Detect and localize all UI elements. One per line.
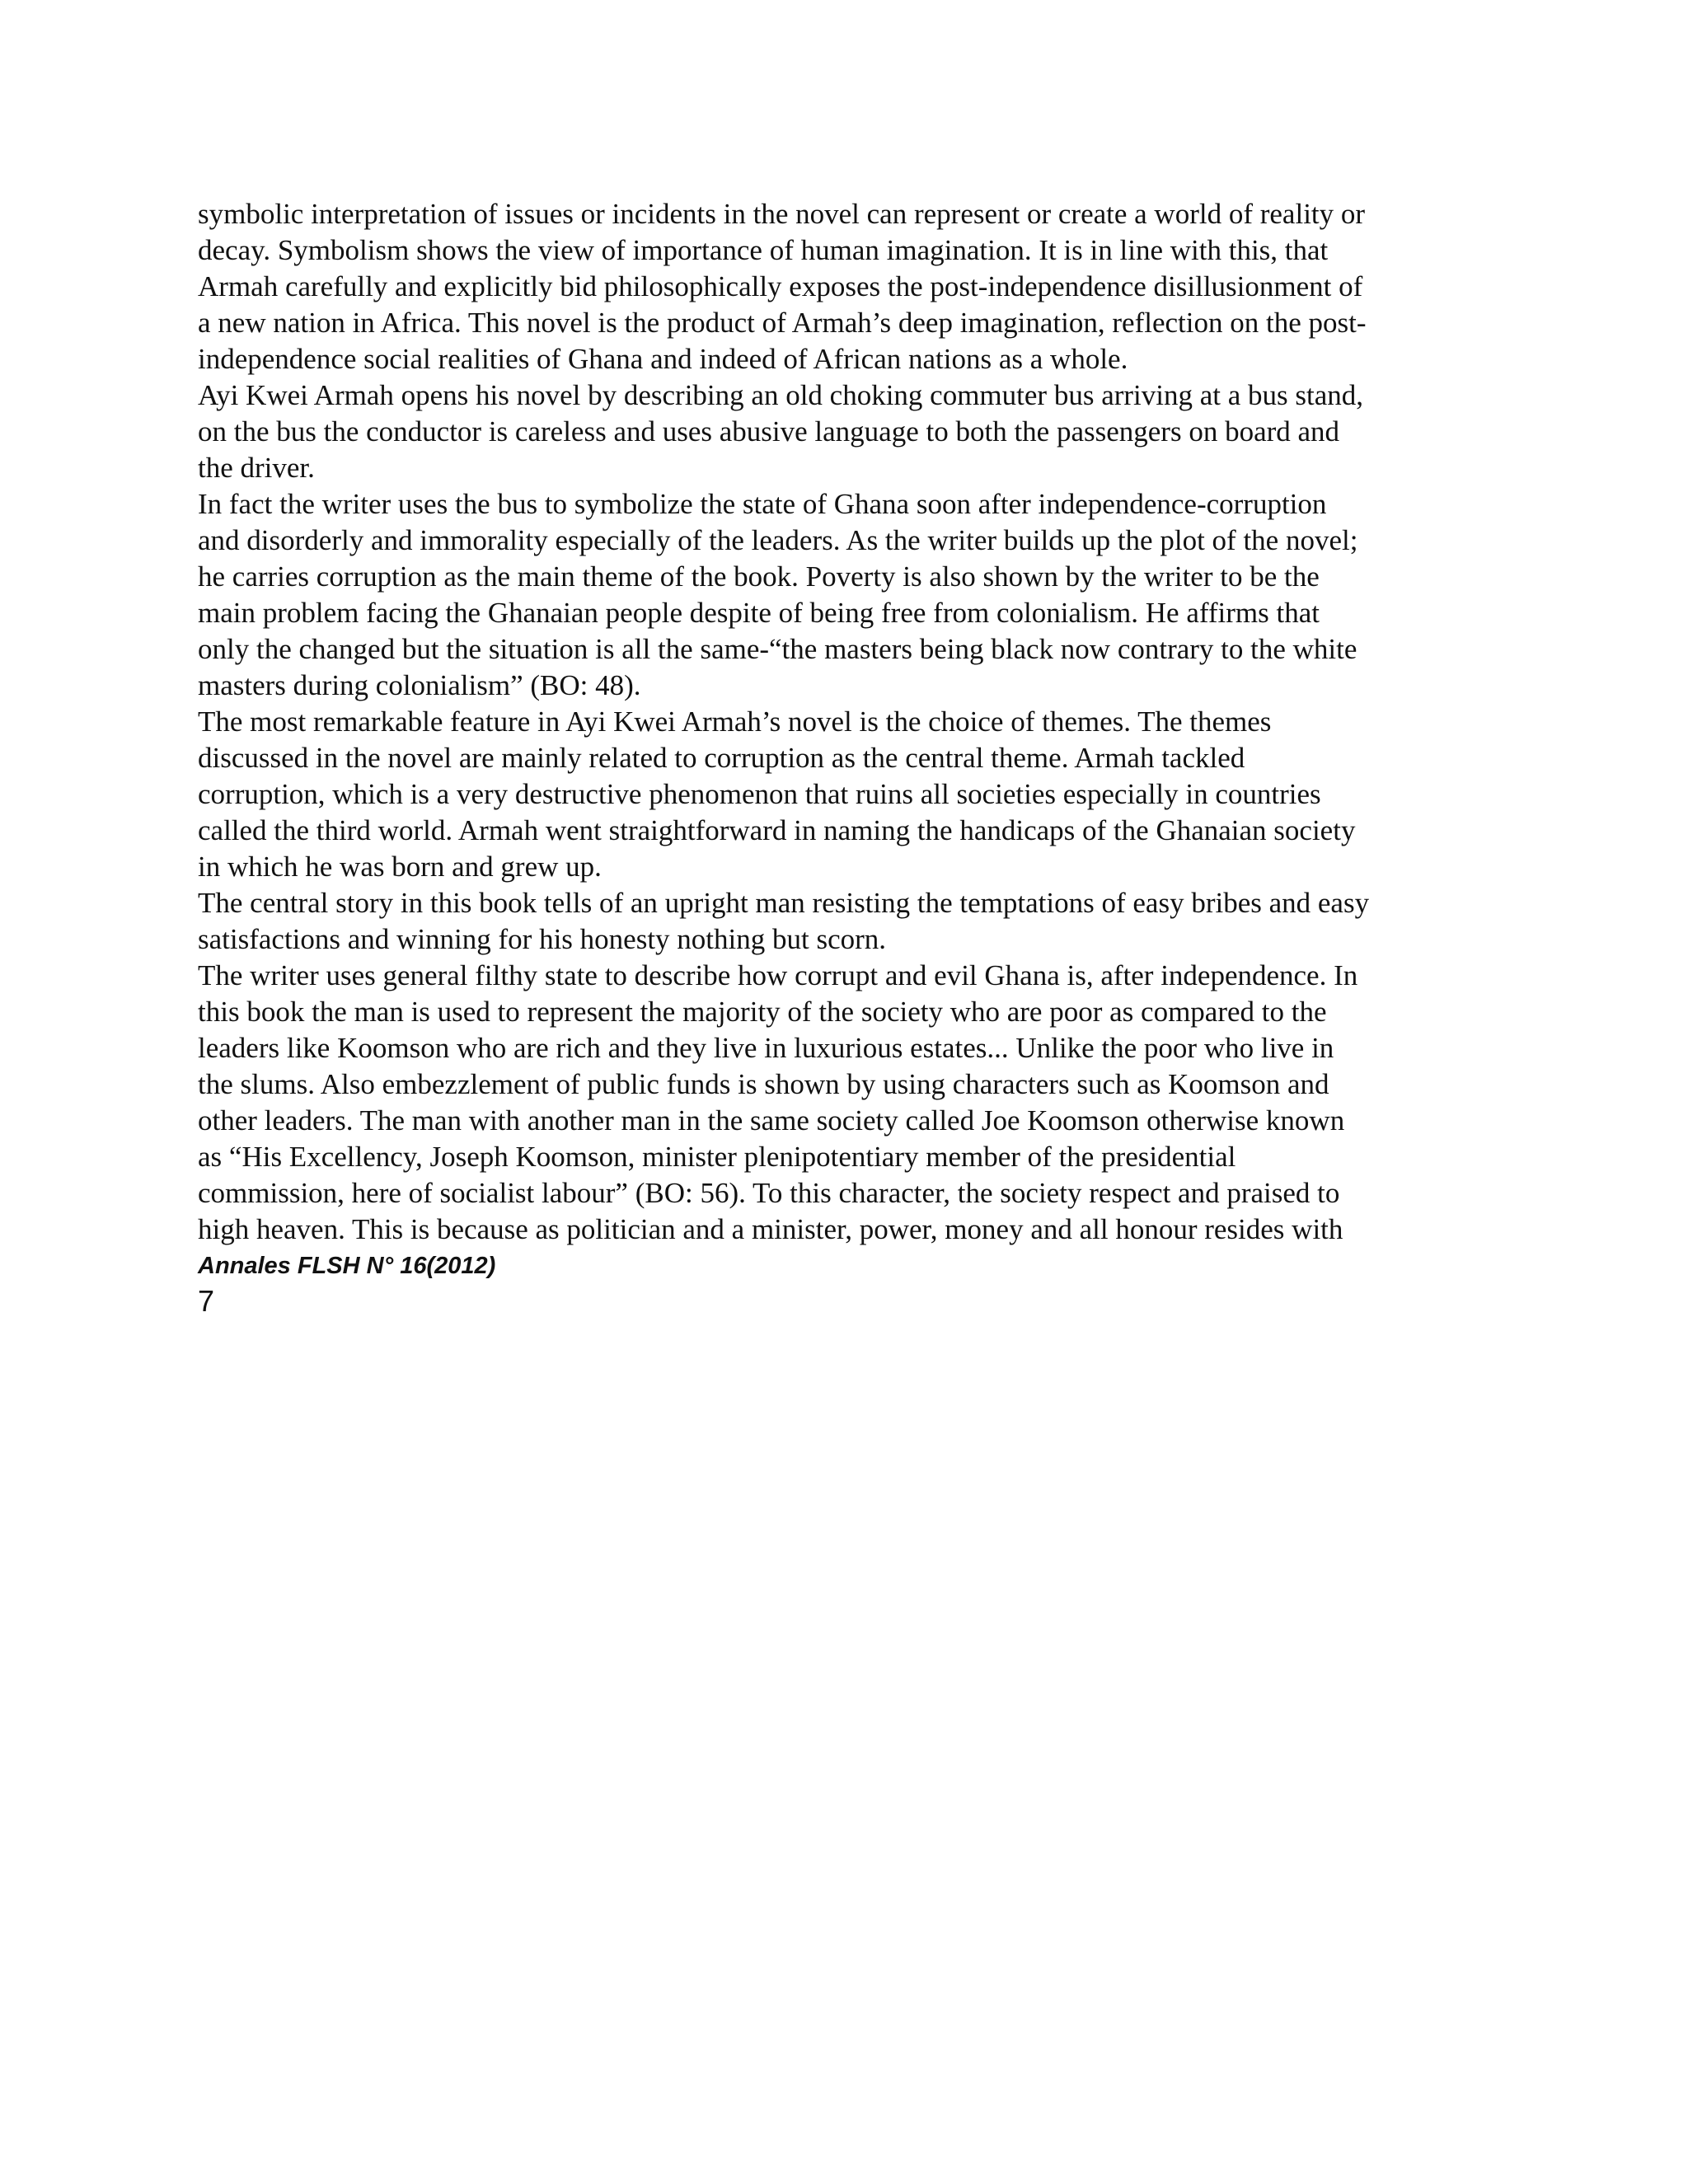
text-line: the driver.: [198, 452, 315, 484]
text-line: other leaders. The man with another man in the same society called Joe Koomson otherwise known: [198, 1104, 1345, 1137]
text-line: and disorderly and immorality especially of the leaders. As the writer builds up the plot of the novel;: [198, 524, 1358, 556]
text-line: a new nation in Africa. This novel is the product of Armah’s deep imagination, reflection on the post-: [198, 307, 1367, 339]
text-line: on the bus the conductor is careless and uses abusive language to both the passengers on board and: [198, 415, 1340, 448]
text-line: Armah carefully and explicitly bid philosophically exposes the post-independence disillusionment of: [198, 270, 1363, 302]
text-line: The central story in this book tells of an upright man resisting the temptations of easy bribes and easy: [198, 887, 1370, 919]
text-line: satisfactions and winning for his honesty nothing but scorn.: [198, 923, 887, 955]
document-page: [198, 196, 1492, 1320]
text-line: the slums. Also embezzlement of public funds is shown by using characters such as Koomson and: [198, 1068, 1329, 1100]
text-line: high heaven. This is because as politician and a minister, power, money and all honour resides with: [198, 1213, 1343, 1245]
text-line: main problem facing the Ghanaian people despite of being free from colonialism. He affirms that: [198, 597, 1320, 629]
text-line: he carries corruption as the main theme of the book. Poverty is also shown by the writer to be the: [198, 560, 1320, 593]
text-line: as “His Excellency, Joseph Koomson, minister plenipotentiary member of the presidential: [198, 1141, 1236, 1173]
page-number: 7: [198, 1284, 215, 1318]
text-line: commission, here of socialist labour” (BO: 56). To this character, the society respect and praised to: [198, 1177, 1340, 1209]
text-line: masters during colonialism” (BO: 48).: [198, 669, 641, 701]
body-text: [198, 196, 1492, 1248]
text-line: symbolic interpretation of issues or incidents in the novel can represent or create a world of reality or: [198, 198, 1366, 230]
text-line: independence social realities of Ghana and indeed of African nations as a whole.: [198, 343, 1128, 375]
text-line: called the third world. Armah went straightforward in naming the handicaps of the Ghanaian society: [198, 814, 1356, 846]
text-line: leaders like Koomson who are rich and they live in luxurious estates... Unlike the poor who live in: [198, 1032, 1334, 1064]
text-line: in which he was born and grew up.: [198, 851, 602, 883]
text-line: decay. Symbolism shows the view of importance of human imagination. It is in line with this, that: [198, 234, 1329, 266]
text-line: Ayi Kwei Armah opens his novel by describing an old choking commuter bus arriving at a bus stand,: [198, 379, 1364, 411]
journal-footer: Annales FLSH N° 16(2012): [198, 1253, 496, 1279]
text-line: The writer uses general filthy state to describe how corrupt and evil Ghana is, after independence. In: [198, 959, 1358, 991]
text-line: this book the man is used to represent the majority of the society who are poor as compared to the: [198, 996, 1327, 1028]
text-line: corruption, which is a very destructive phenomenon that ruins all societies especially in countries: [198, 778, 1321, 810]
text-line: In fact the writer uses the bus to symbolize the state of Ghana soon after independence-corruption: [198, 488, 1327, 520]
text-line: discussed in the novel are mainly related to corruption as the central theme. Armah tackled: [198, 742, 1245, 774]
text-line: only the changed but the situation is all the same-“the masters being black now contrary to the white: [198, 633, 1357, 665]
text-line: The most remarkable feature in Ayi Kwei Armah’s novel is the choice of themes. The themes: [198, 705, 1272, 738]
